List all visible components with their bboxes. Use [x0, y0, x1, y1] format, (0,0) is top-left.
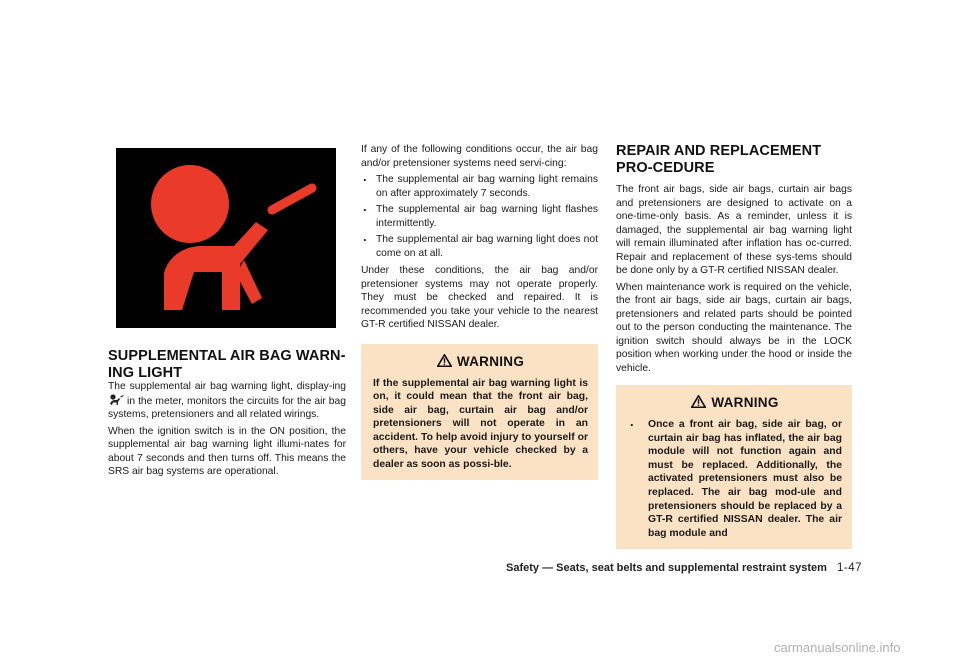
warning-triangle-icon — [691, 395, 706, 408]
warning-box — [361, 344, 598, 480]
section1-paragraph-2: When the ignition switch is in the ON position, the supplemental air bag warning light illumi-nates for about 7 seconds and then turns off. This means the SRS air bag systems are operational. — [108, 425, 346, 477]
footer-section-title: Safety — Seats, seat belts and supplemental restraint system — [506, 562, 827, 574]
section3-paragraph-1: The front air bags, side air bags, curtain air bags and pretensioners are designed to activate on a one-time-only basis. As a reminder, unless it is damaged, the supplemental air bag warning light will remain illuminated after inflation has oc-curred. Repair and replacement of these sys-tems should be done only by a GT-R certified NISSAN dealer. — [616, 184, 852, 276]
warning-title: WARNING — [456, 353, 525, 369]
warning-heading — [628, 395, 842, 410]
warning-text: If the supplemental air bag warning light is on, it could mean that the front air bag, side air bag, curtain air bag and/or pretensioners will not operate in an accident. To help avoid injury to yourself or others, have your vehicle checked by a dealer as soon as possi-ble. — [373, 377, 588, 471]
list-item: . Once a front air bag, side air bag, or curtain air bag has inflated, the air bag module will not function again and must be replaced. Additionally, the activated pretensioners must also be replaced. The air bag mod-ule and pretensioners should be replaced by a GT-R certified NISSAN dealer. The air bag module and — [628, 418, 842, 540]
section-heading-airbag-warning-light: SUPPLEMENTAL AIR BAG WARN-ING LIGHT — [108, 348, 346, 381]
section1-body — [108, 380, 346, 482]
warning-box — [616, 385, 852, 549]
list-item: . The supplemental air bag warning light flashes intermittently. — [361, 203, 598, 230]
page-number: 1-47 — [836, 562, 862, 574]
conditions-list — [361, 173, 598, 260]
section2-after: Under these conditions, the air bag and/or pretensioner systems may not operate properly. They must be checked and repaired. It is recommended you take your vehicle to the nearest GT-R certified NISSAN dealer. — [361, 265, 598, 330]
page-footer — [490, 562, 862, 574]
airbag-symbol-icon — [108, 394, 124, 405]
warning-triangle-icon — [437, 354, 452, 367]
airbag-warning-light-icon — [116, 148, 336, 328]
section2-body — [361, 143, 598, 480]
section3 — [616, 143, 852, 549]
airbag-warning-light-figure — [116, 148, 336, 328]
p1-before-text: The supplemental air bag warning light, display-ing — [108, 381, 346, 392]
section-heading-repair: REPAIR AND REPLACEMENT PRO-CEDURE — [616, 143, 822, 176]
section3-paragraph-2: When maintenance work is required on the vehicle, the front air bags, side air bags, curtain air bags, pretensioners and related parts should be pointed out to the person conducting the maintenance. The ignition switch should always be in the LOCK position when working under the hood or inside the vehicle. — [616, 281, 852, 374]
warning-list — [628, 418, 842, 540]
list-item: . The supplemental air bag warning light does not come on at all. — [361, 233, 598, 260]
section1-paragraph-1 — [108, 380, 346, 422]
section2-intro: If any of the following conditions occur, the air bag and/or pretensioner systems need servi-cing: — [361, 144, 598, 169]
p1-after-text: in the meter, monitors the circuits for the air bag systems, pretensioners and all related wirings. — [108, 395, 346, 420]
list-item: . The supplemental air bag warning light remains on after approximately 7 seconds. — [361, 173, 598, 200]
watermark: carmanualsonline.info — [774, 640, 901, 655]
warning-heading — [373, 354, 588, 369]
warning-title: WARNING — [711, 395, 779, 410]
